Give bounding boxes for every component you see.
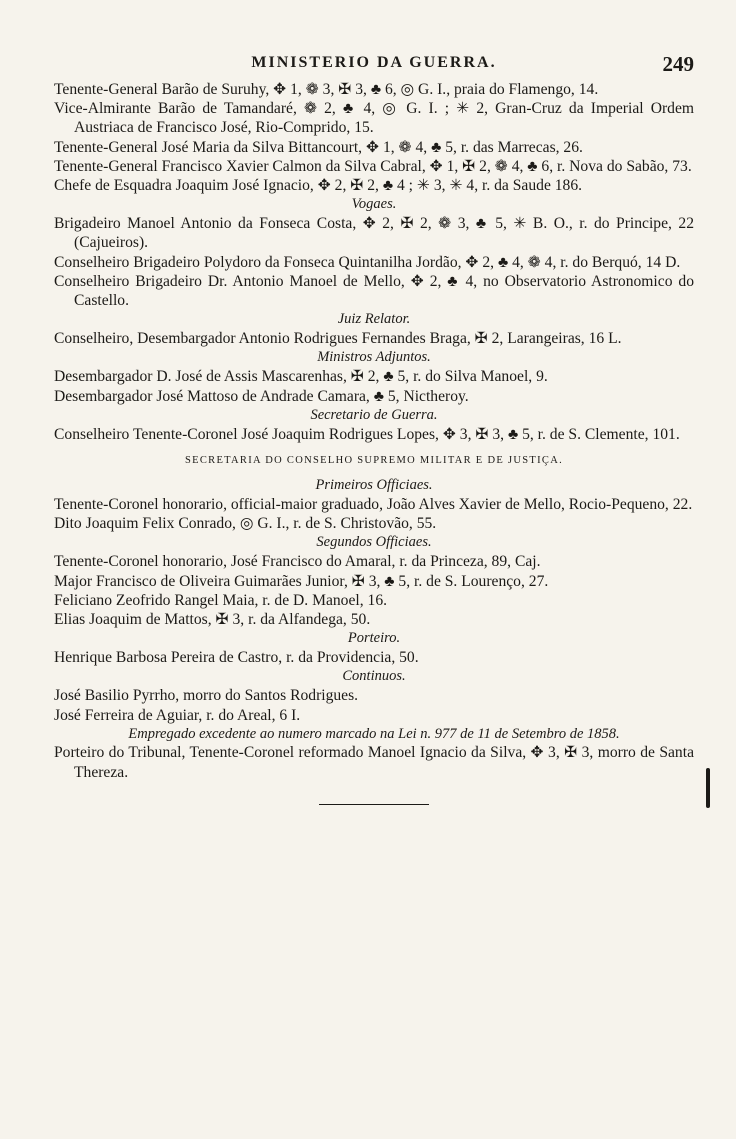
section-heading-juiz-relator: Juiz Relator. <box>337 311 411 328</box>
list-item: Dito Joaquim Felix Conrado, ◎ G. I., r. de S. Christovão, 55. <box>54 515 437 533</box>
list-item: Desembargador José Mattoso de Andrade Camara, ♣ 5, Nictheroy. <box>54 387 469 405</box>
section-heading-secretario: Secretario de Guerra. <box>310 406 438 423</box>
closing-rule <box>319 804 429 805</box>
list-item: José Ferreira de Aguiar, r. do Areal, 6 I. <box>54 706 301 724</box>
empregado-note: Empregado excedente ao numero marcado na Lei n. 977 de 11 de Setembro de 1858. <box>128 725 620 742</box>
section-heading-continuos: Continuos. <box>342 668 406 685</box>
section-heading-vogaes: Vogaes. <box>351 196 397 213</box>
section-heading-primeiros: Primeiros Officiaes. <box>315 477 433 494</box>
list-item: Tenente-General Barão de Suruhy, ✥ 1, ❁ 3, ✠ 3, ♣ 6, ◎ G. I., praia do Flamengo, 14. <box>54 81 599 98</box>
list-item: Elias Joaquim de Mattos, ✠ 3, r. da Alfandega, 50. <box>54 611 371 629</box>
document-page <box>54 52 694 805</box>
list-item: Henrique Barbosa Pereira de Castro, r. da Providencia, 50. <box>54 649 419 667</box>
list-item: Tenente-General José Maria da Silva Bittancourt, ✥ 1, ❁ 4, ♣ 5, r. das Marrecas, 26. <box>54 138 583 156</box>
list-item: José Basilio Pyrrho, morro do Santos Rodrigues. <box>54 687 359 705</box>
list-item: Brigadeiro Manoel Antonio da Fonseca Costa, ✥ 2, ✠ 2, ❁ 3, ♣ 5, ✳ B. O., r. do Principe, 22 (Cajueiros). <box>54 215 694 252</box>
list-item: Conselheiro Brigadeiro Dr. Antonio Manoel de Mello, ✥ 2, ♣ 4, no Observatorio Astronomico do Castello. <box>54 272 694 310</box>
running-title: MINISTERIO DA GUERRA. <box>251 54 497 71</box>
list-item: Tenente-Coronel honorario, José Francisco do Amaral, r. da Princeza, 89, Caj. <box>54 553 541 571</box>
list-item: Chefe de Esquadra Joaquim José Ignacio, ✥ 2, ✠ 2, ♣ 4 ; ✳ 3, ✳ 4, r. da Saude 186. <box>54 177 583 195</box>
section-heading-secretaria: SECRETARIA DO CONSELHO SUPREMO MILITAR E DE JUSTIÇA. <box>184 455 564 467</box>
list-item: Conselheiro Brigadeiro Polydoro da Fonseca Quintanilha Jordão, ✥ 2, ♣ 4, ❁ 4, r. do Berquó, 14 D. <box>54 253 681 271</box>
list-item: Major Francisco de Oliveira Guimarães Junior, ✠ 3, ♣ 5, r. de S. Lourenço, 27. <box>54 572 549 590</box>
list-item: Vice-Almirante Barão de Tamandaré, ❁ 2, ♣ 4, ◎ G. I. ; ✳ 2, Gran-Cruz da Imperial Ordem Austriaca de Francisco José, Rio-Comprido, 15. <box>54 100 694 137</box>
section-heading-segundos: Segundos Officiaes. <box>316 534 432 551</box>
list-item: Feliciano Zeofrido Rangel Maia, r. de D. Manoel, 16. <box>54 591 388 609</box>
list-item: Porteiro do Tribunal, Tenente-Coronel reformado Manoel Ignacio da Silva, ✥ 3, ✠ 3, morro de Santa Thereza. <box>54 744 694 781</box>
list-item: Tenente-General Francisco Xavier Calmon da Silva Cabral, ✥ 1, ✠ 2, ❁ 4, ♣ 6, r. Nova do Sabão, 73. <box>54 157 692 175</box>
page-number: 249 <box>662 52 694 76</box>
section-heading-porteiro: Porteiro. <box>347 630 401 647</box>
list-item: Desembargador D. José de Assis Mascarenhas, ✠ 2, ♣ 5, r. do Silva Manoel, 9. <box>54 368 548 386</box>
list-item: Conselheiro, Desembargador Antonio Rodrigues Fernandes Braga, ✠ 2, Larangeiras, 16 L. <box>54 330 622 348</box>
margin-mark <box>706 768 710 808</box>
page-header <box>54 52 694 80</box>
section-heading-ministros: Ministros Adjuntos. <box>317 349 431 366</box>
list-item: Conselheiro Tenente-Coronel José Joaquim Rodrigues Lopes, ✥ 3, ✠ 3, ♣ 5, r. de S. Clemente, 101. <box>54 425 680 443</box>
list-item: Tenente-Coronel honorario, official-maior graduado, João Alves Xavier de Mello, Rocio-Pequeno, 22. <box>54 496 693 514</box>
